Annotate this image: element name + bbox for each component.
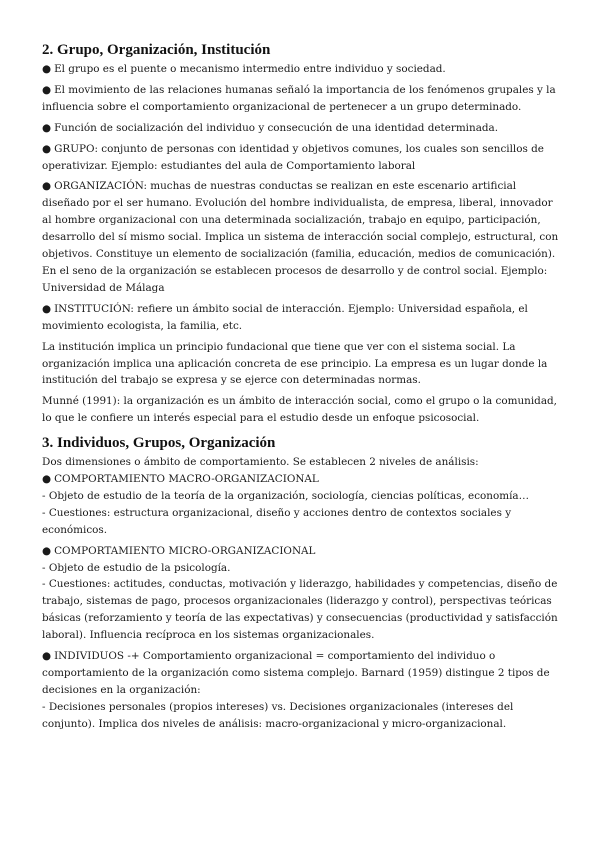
section-3-intro: Dos dimensiones o ámbito de comportamiento. Se establecen 2 niveles de análisis:	[42, 456, 479, 469]
bullet-text: INSTITUCIÓN: refiere un ámbito social de interacción. Ejemplo: Universidad española, el movimiento ecologista, la familia, etc.	[42, 302, 528, 332]
bullet-text: INDIVIDUOS -+ Comportamiento organizacional = comportamiento del individuo o comportamiento de la organización como sistema complejo. Barnard (1959) distingue 2 tipos de decisiones en la organización:	[42, 650, 550, 696]
macro-line: - Objeto de estudio de la teoría de la organización, sociología, ciencias políticas, economía…	[42, 489, 529, 502]
bullet-icon: ●	[42, 473, 52, 486]
micro-line: - Objeto de estudio de la psicología.	[42, 561, 231, 574]
bullet-funcion-socializacion	[42, 120, 564, 137]
bullet-icon: ●	[42, 63, 52, 75]
bullet-text: ORGANIZACIÓN: muchas de nuestras conductas se realizan en este escenario artificial diseñado por el ser humano. Evolución del hombre individualista, de empresa, liberal, innovador al hombre organizacional con una determinada socialización, trabajo en equipo, participación, desarrollo del sí mismo social. Implica un sistema de interacción social complejo, estructural, con objetivos. Constituye un elemento de socialización (familia, educación, medios de comunicación). En el seno de la organización se establecen procesos de desarrollo y de control social. Ejemplo: Universidad de Málaga	[42, 180, 559, 294]
bullet-icon: ●	[42, 302, 52, 315]
bullet-text: El movimiento de las relaciones humanas señaló la importancia de los fenómenos grupales y la influencia sobre el comportamiento organizacional de pertenecer a un grupo determinado.	[42, 83, 556, 113]
document-page	[42, 40, 564, 737]
bullet-icon: ●	[42, 544, 52, 557]
section-3-heading: 3. Individuos, Grupos, Organización	[42, 435, 276, 452]
bullet-icon: ●	[42, 121, 52, 134]
bullet-text: COMPORTAMIENTO MACRO-ORGANIZACIONAL	[54, 473, 319, 486]
bullet-text: COMPORTAMIENTO MICRO-ORGANIZACIONAL	[54, 544, 316, 557]
bullet-micro-title	[42, 543, 564, 560]
bullet-icon: ●	[42, 180, 52, 193]
bullet-macro-title	[42, 471, 564, 488]
bullet-individuos	[42, 648, 564, 699]
paragraph-institucion: La institución implica un principio fundacional que tiene que ver con el sistema social. La organización implica una aplicación concreta de ese principio. La empresa es un lugar donde la institución del trabajo se expresa y se ejerce con determinadas normas.	[42, 340, 548, 387]
micro-line: - Cuestiones: actitudes, conductas, motivación y liderazgo, habilidades y competencias, diseño de trabajo, sistemas de pago, procesos organizacionales (liderazgo y control), perspectivas teóricas básicas (reforzamiento y teoría de las expectativas) y consecuencias (productividad y satisfacción laboral). Influencia recíproca en los sistemas organizacionales.	[42, 578, 558, 642]
bullet-grupo-puente	[42, 61, 564, 78]
bullet-icon: ●	[42, 83, 52, 96]
paragraph-munne: Munné (1991): la organización es un ámbito de interacción social, como el grupo o la comunidad, lo que le confiere un interés especial para el estudio desde un enfoque psicosocial.	[42, 395, 557, 425]
bullet-relaciones-humanas	[42, 82, 564, 116]
bullet-text: GRUPO: conjunto de personas con identidad y objetivos comunes, los cuales son sencillos de operativizar. Ejemplo: estudiantes del aula de Comportamiento laboral	[42, 142, 544, 172]
bullet-icon: ●	[42, 650, 52, 663]
bullet-text: El grupo es el puente o mecanismo intermedio entre individuo y sociedad.	[54, 63, 446, 75]
section-2-heading: 2. Grupo, Organización, Institución	[42, 42, 271, 58]
bullet-organizacion-definicion	[42, 178, 564, 296]
macro-line: - Cuestiones: estructura organizacional, diseño y acciones dentro de contextos sociales y económicos.	[42, 506, 512, 536]
bullet-icon: ●	[42, 142, 52, 155]
bullet-institucion-definicion	[42, 301, 564, 335]
bullet-text: Función de socialización del individuo y consecución de una identidad determinada.	[54, 121, 499, 134]
individuos-line: - Decisiones personales (propios intereses) vs. Decisiones organizacionales (intereses del conjunto). Implica dos niveles de análisis: macro-organizacional y micro-organizacional.	[42, 700, 514, 730]
bullet-grupo-definicion	[42, 141, 564, 175]
